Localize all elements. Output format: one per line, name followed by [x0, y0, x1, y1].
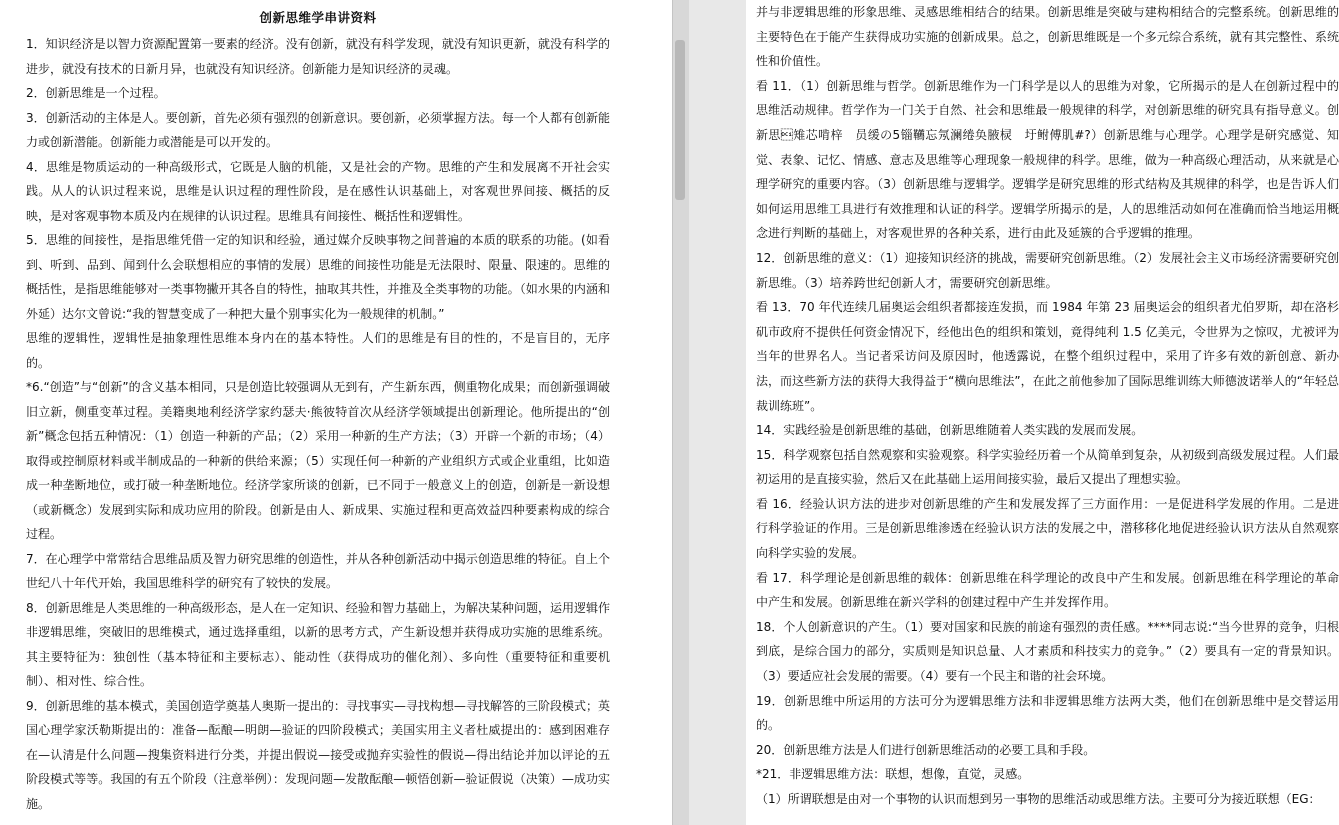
- paragraph-21: *21．非逻辑思维方法：联想，想像，直觉，灵感。: [756, 767, 1030, 782]
- paragraph-15: 15．科学观察包括自然观察和实验观察。科学实验经历着一个从简单到复杂，从初级到高级发展过程。人们最初运用的是直接实验，然后又在此基础上运用间接实验，最后又提出了理想实验。: [756, 447, 1339, 487]
- paragraph-4: 4．思维是物质运动的一种高级形式，它既是人脑的机能，又是社会的产物。思维的产生和发展离不开社会实践。从人的认识过程来说，思维是认识过程的理性阶段，是在感性认识基础上，对客观世界间接、概括的反映，是对客观事物本质及内在规律的认识过程。思维具有间接性、概括性和逻辑性。: [26, 159, 610, 223]
- paragraph-1: 1．知识经济是以智力资源配置第一要素的经济。没有创新，就没有科学发现，就没有知识更新，就没有科学的进步，就没有技术的日新月异，也就没有知识经济。创新能力是知识经济的灵魂。: [26, 37, 610, 76]
- paragraph-3: 3．创新活动的主体是人。要创新，首先必须有强烈的创新意识。要创新，必须掌握方法。每一个人都有创新能力或创新潜能。创新能力或潜能是可以开发的。: [26, 110, 610, 149]
- paragraph-10-continued: 并与非逻辑思维的形象思维、灵感思维相结合的结果。创新思维是突破与建构相结合的完整系统。创新思维的主要特色在于能产生获得成功实施的创新成果。总之，创新思维既是一个多元综合系统，就有其完整性、系统性和价值性。: [756, 5, 1339, 69]
- paragraph-19: 19．创新思维中所运用的方法可分为逻辑思维方法和非逻辑思维方法两大类，他们在创新思维中是交替运用的。: [756, 693, 1339, 733]
- paragraph-9: 9．创新思维的基本模式，美国创造学奠基人奥斯一提出的：寻找事实—寻找构想—寻找解答的三阶段模式；英国心理学家沃勒斯提出的：准备—酝酿—明朗—验证的四阶段模式；美国实用主义者杜威提出的：感到困难存在—认清是什么问题—搜集资料进行分类，并提出假说—接受或抛弃实验性的假说—得出结论并加以评论的五阶段模式等等。我国的有五个阶段（注意举例）：发现问题—发散酝酿—顿悟创新—验证假说（决策）—成功实施。: [26, 698, 610, 811]
- paragraph-14: 14．实践经验是创新思维的基础，创新思维随着人类实践的发展而发展。: [756, 423, 1144, 438]
- paragraph-20: 20．创新思维方法是人们进行创新思维活动的必要工具和手段。: [756, 742, 1096, 757]
- paragraph-8: 8．创新思维是人类思维的一种高级形态，是人在一定知识、经验和智力基础上，为解决某种问题，运用逻辑作非逻辑思维，突破旧的思维模式，通过选择重组，以新的思考方式，产生新设想并获得成功实施的思维系统。其主要特征为：独创性（基本特征和主要标志）、能动性（获得成功的催化剂）、多向性（重要特征和重要机制）、相对性、综合性。: [26, 600, 610, 688]
- document-title: 创新思维学串讲资料: [259, 10, 377, 25]
- paragraph-5-logic: 思维的逻辑性，逻辑性是抽象理性思维本身内在的基本特性。人们的思维是有目的性的，不是盲目的，无序的。: [26, 331, 610, 370]
- paragraph-2: 2．创新思维是一个过程。: [26, 86, 166, 100]
- document-page-right: [746, 0, 1339, 825]
- paragraph-7: 7．在心理学中常常结合思维品质及智力研究思维的创造性，并从各种创新活动中揭示创造思维的特征。自上个世纪八十年代开始，我国思维科学的研究有了较快的发展。: [26, 551, 610, 590]
- scrollbar-thumb[interactable]: [675, 40, 685, 200]
- paragraph-5: 5．思维的间接性，是指思维凭借一定的知识和经验，通过媒介反映事物之间普遍的本质的联系的功能。(如看到、听到、品到、闻到什么会联想相应的事情的发展）思维的间接性功能是无法限时、限量、限速的。思维的概括性，是指思维能够对一类事物撇开其各自的特性，抽取其共性，并推及全类事物的功能。（如水果的内涵和外延）达尔文曾说:“我的智慧变成了一种把大量个别事实化为一般规律的机制。”: [26, 233, 610, 321]
- paragraph-18: 18．个人创新意识的产生。（1）要对国家和民族的前途有强烈的责任感。****同志说:“当今世界的竞争，归根到底，是综合国力的部分，实质则是知识总量、人才素质和科技实力的竞争。”（2）要具有一定的背景知识。（3）要适应社会发展的需要。（4）要有一个民主和谐的社会环境。: [756, 619, 1339, 684]
- paragraph-21-1: （1）所谓联想是由对一个事物的认识而想到另一事物的思维活动或思维方法。主要可分为接近联想（EG：: [756, 792, 1321, 806]
- paragraph-12: 12．创新思维的意义：（1）迎接知识经济的挑战，需要研究创新思维。（2）发展社会主义市场经济需要研究创新思维。（3）培养跨世纪创新人才，需要研究创新思维。: [756, 250, 1339, 290]
- paragraph-6: *6.“创造”与“创新”的含义基本相同，只是创造比较强调从无到有，产生新东西，侧重物化成果；而创新强调破旧立新，侧重变革过程。美籍奥地利经济学家约瑟夫·熊彼特首次从经济学领域提出创新理论。他所提出的“创新”概念包括五种情况：（1）创造一种新的产品；（2）采用一种新的生产方法；（3）开辟一个新的市场；（4）取得或控制原材料或半制成品的一种新的供给来源；（5）实现任何一种新的产业组织方式或企业重组，比如造成一种垄断地位，或打破一种垄断地位。经济学家所谈的创新，已不同于一般意义上的创造，创新是一新设想（或新概念）发展到实际和成功应用的阶段。创新是由人、新成果、实施过程和更高效益四种要素构成的综合过程。: [26, 380, 610, 541]
- paragraph-16: 看 16．经验认识方法的进步对创新思维的产生和发展发挥了三方面作用：一是促进科学发展的作用。二是进行科学验证的作用。三是创新思维渗透在经验认识方法的发展之中，潜移移化地促进经验认识方法从自然观察向科学实验的发展。: [756, 496, 1339, 561]
- paragraph-17: 看 17．科学理论是创新思维的载体：创新思维在科学理论的改良中产生和发展。创新思维在科学理论的革命中产生和发展。创新思维在新兴学科的创建过程中产生并发挥作用。: [756, 570, 1339, 610]
- paragraph-13: 看 13．70 年代连续几届奥运会组织者都接连发损，而 1984 年第 23 届奥运会的组织者尤伯罗斯，却在洛杉矶市政府不提供任何资金情况下，经他出色的组织和策划，竟得纯利 1.5 亿美元，令世界为之惊叹，尤被评为当年的世界名人。当记者采访问及原因时，他透露说，在整个组织过程中，采用了许多有效的新创意、新办法，而这些新方法的获得大我得益于“横向思维法”，在此之前他参加了国际思维训练大师德波诺举人的“年轻总裁训练班”。: [756, 300, 1339, 413]
- paragraph-11: 看 11．（1）创新思维与哲学。创新思维作为一门科学是以人的思维为对象，它所揭示的是人在创新过程中的思维活动规律。哲学作为一门关于自然、社会和思维最一般规律的科学，对创新思维的研究具有指导意义。创新思雉芯啃梓 员缓の5锱韉忘氖澜绻奂腋棂 圩鲋傅肌#?）创新思维与心理学。心理学是研究感觉、知觉、表象、记忆、情感、意志及思维等心理现象一般规律的科学。思维，做为一种高级心理活动，从来就是心理学研究的重要内容。（3）创新思维与逻辑学。逻辑学是研究思维的形式结构及其规律的科学，也是告诉人们如何运用思维工具进行有效推理和认证的科学。逻辑学所揭示的是，人的思维活动如何在准确而恰当地运用概念进行判断的基础上，对客观世界的各种关系，进行由此及延簇的合乎逻辑的推理。: [756, 78, 1339, 241]
